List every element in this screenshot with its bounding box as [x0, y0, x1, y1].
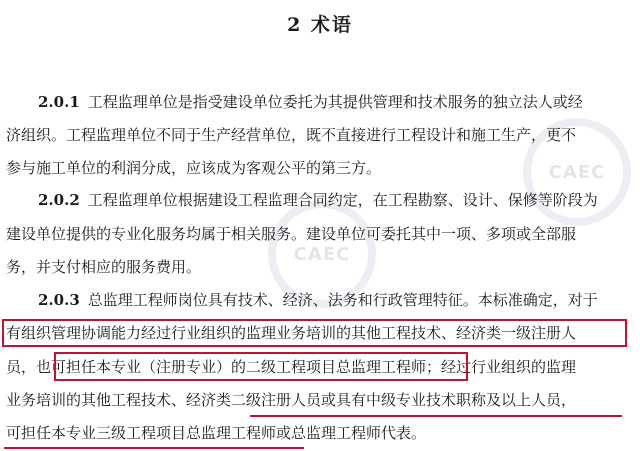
clause-text: 总监理工程师岗位具有技术、经济、法务和行政管理特征。本标准确定，对于 [87, 291, 598, 309]
paragraph-line: 业务培训的其他工程技术、经济类二级注册人员或具有中级专业技术职称及以上人员， [6, 391, 577, 409]
paragraph-line [38, 92, 583, 112]
highlight-underline [4, 447, 304, 449]
watermark-text: CAEC [293, 243, 351, 265]
clause-text: 工程监理单位根据建设工程监理合同约定，在工程勘察、设计、保修等阶段为 [87, 191, 598, 209]
section-title: 2 术语 [287, 14, 353, 36]
paragraph-line: 员，也可担任本专业（注册专业）的二级工程项目总监理工程师；经过行业组织的监理 [6, 358, 577, 376]
paragraph-line: 参与施工单位的利润分成，应该成为客观公平的第三方。 [6, 159, 382, 177]
clause-number: 2.0.1 [38, 93, 80, 111]
clause-number: 2.0.2 [38, 191, 80, 209]
paragraph-line [38, 190, 598, 210]
paragraph-line: 建设单位提供的专业化服务均属于相关服务。建设单位可委托其中一项、多项或全部服 [6, 225, 577, 243]
paragraph-line: 有组织管理协调能力经过行业组织的监理业务培训的其他工程技术、经济类一级注册人 [6, 324, 577, 342]
watermark-text: CAEC [548, 161, 606, 183]
paragraph-line [38, 290, 598, 310]
paragraph-line: 济组织。工程监理单位不同于生产经营单位，既不直接进行工程设计和施工生产，更不 [6, 126, 577, 144]
clause-number: 2.0.3 [38, 291, 80, 309]
highlight-underline [250, 415, 622, 417]
clause-text: 工程监理单位是指受建设单位委托为其提供管理和技术服务的独立法人或经 [87, 93, 583, 111]
paragraph-line: 可担任本专业三级工程项目总监理工程师或总监理工程师代表。 [6, 424, 427, 442]
paragraph-line: 务，并支付相应的服务费用。 [6, 258, 202, 276]
